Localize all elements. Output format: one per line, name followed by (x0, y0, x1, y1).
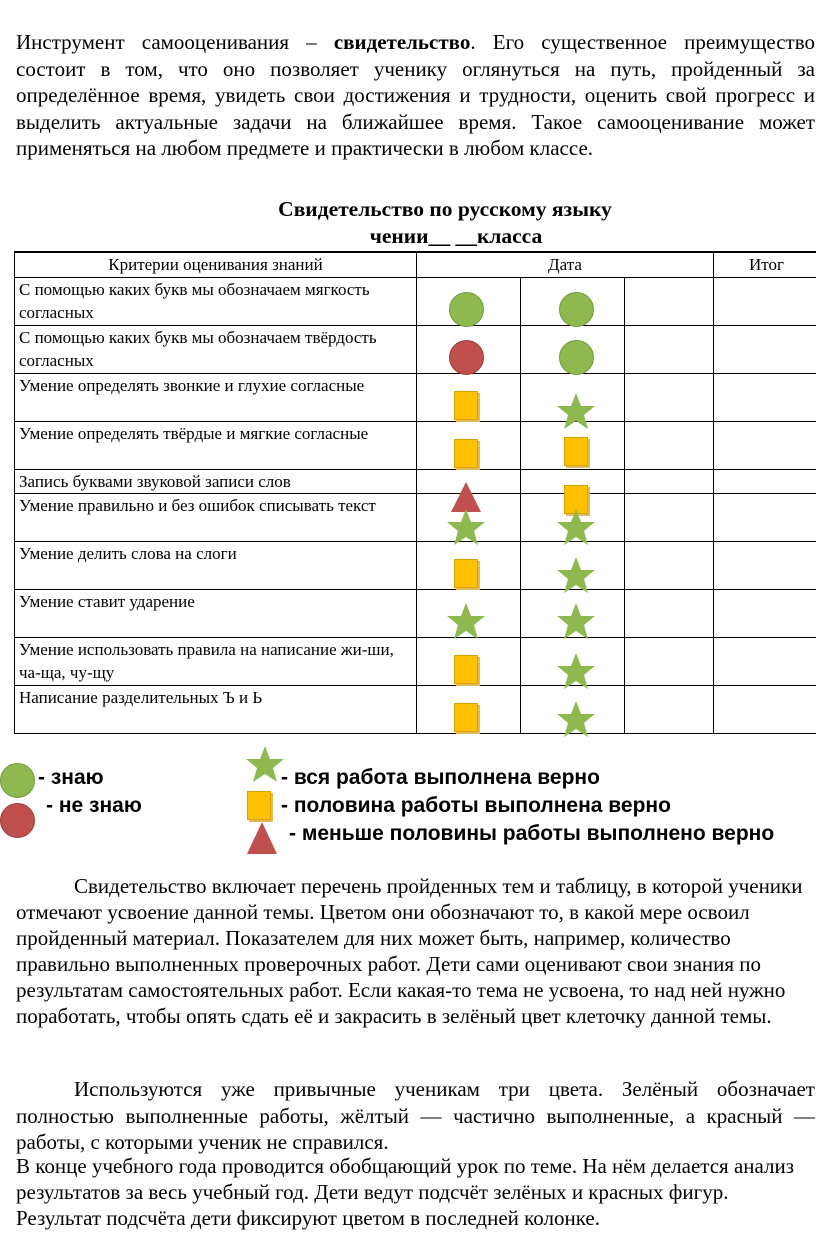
header-total: Итог (714, 253, 816, 278)
intro-prefix: Инструмент самооценивания – (16, 30, 334, 54)
legend-square-icon (247, 791, 271, 820)
header-criteria: Критерии оценивания знаний (15, 253, 417, 278)
total-cell[interactable] (714, 494, 816, 542)
legend-green-circle (0, 763, 35, 798)
date-cell[interactable] (625, 422, 714, 470)
star-icon (557, 603, 595, 639)
total-cell[interactable] (714, 542, 816, 590)
criterion-cell: Умение определять твёрдые и мягкие согласные (15, 422, 417, 470)
criterion-cell: С помощью каких букв мы обозначаем твёрдость согласных (15, 326, 417, 374)
yellow-square-icon (454, 655, 478, 684)
red-circle-icon (449, 340, 484, 375)
table-row (15, 494, 816, 542)
total-cell[interactable] (714, 374, 816, 422)
legend-know: - знаю (38, 766, 104, 789)
date-cell[interactable] (625, 494, 714, 542)
body-paragraph-1: Свидетельство включает перечень пройденных тем и таблицу, в которой ученики отмечают усвоение данной темы. Цветом они обозначают то, в какой мере освоил пройденный материал. Показателем для них может быть, например, количество правильно выполненных проверочных работ. Дети сами оценивают свои знания по результатам самостоятельных работ. Если какая-то тема не усвоена, то над ней нужно поработать, чтобы опять сдать её и закрасить в зелёный цвет клеточку данной темы. (16, 874, 803, 1028)
table-header-row (15, 253, 816, 278)
table-row (15, 686, 816, 734)
green-circle-icon (559, 340, 594, 375)
table-row (15, 590, 816, 638)
date-cell[interactable] (625, 638, 714, 686)
star-icon (447, 603, 485, 639)
date-cell[interactable] (625, 278, 714, 326)
legend-all-correct: - вся работа выполнена верно (281, 766, 600, 789)
star-icon (557, 557, 595, 593)
yellow-square-icon (454, 391, 478, 420)
intro-paragraph (16, 29, 815, 162)
criteria-table (14, 252, 816, 734)
total-cell[interactable] (714, 470, 816, 494)
intro-bold-term: свидетельство (333, 30, 471, 54)
legend-dont-know: - не знаю (46, 794, 142, 817)
criterion-cell: Умение определять звонкие и глухие согласные (15, 374, 417, 422)
criterion-cell: С помощью каких букв мы обозначаем мягкость согласных (15, 278, 417, 326)
total-cell[interactable] (714, 326, 816, 374)
table-row (15, 326, 816, 374)
table-row (15, 470, 816, 494)
date-cell[interactable] (625, 542, 714, 590)
criterion-cell: Умение ставит ударение (15, 590, 417, 638)
legend-triangle-icon (247, 822, 277, 854)
intro-suffix: . Его существенное преимущество состоит в том, что оно позволяет ученику оглянуться на путь, пройденный за определённое время, увидеть свои достижения и трудности, оценить свой прогресс и выделить актуальные задачи на ближайшее время. Такое самооценивание может применяться на любом предмете и практически в любом классе. (16, 30, 815, 160)
criterion-cell: Умение делить слова на слоги (15, 542, 417, 590)
table-row (15, 374, 816, 422)
date-cell[interactable] (625, 590, 714, 638)
date-cell[interactable] (625, 470, 714, 494)
body-paragraph-2: Используются уже привычные ученикам три цвета. Зелёный обозначает полностью выполненные работы, жёлтый — частично выполненные, а красный — работы, с которыми ученик не справился. (16, 1077, 815, 1154)
star-icon (557, 701, 595, 737)
total-cell[interactable] (714, 590, 816, 638)
header-date: Дата (417, 253, 714, 278)
body-paragraph-3: В конце учебного года проводится обобщающий урок по теме. На нём делается анализ результатов за весь учебный год. Дети ведут подсчёт зелёных и красных фигур. Результат подсчёта дети фиксируют цветом в последней колонке. (16, 1154, 795, 1230)
criterion-cell: Умение использовать правила на написание жи-ши, ча-ща, чу-щу (15, 638, 417, 686)
date-cell[interactable] (625, 686, 714, 734)
date-cell[interactable] (625, 326, 714, 374)
legend-less-half: - меньше половины работы выполнено верно (289, 822, 775, 845)
table-row (15, 542, 816, 590)
total-cell[interactable] (714, 422, 816, 470)
criterion-cell: Умение правильно и без ошибок списывать текст (15, 494, 417, 542)
certificate-title: Свидетельство по русскому языку (278, 197, 612, 221)
star-icon (557, 509, 595, 545)
total-cell[interactable] (714, 686, 816, 734)
yellow-square-icon (454, 703, 478, 732)
total-cell[interactable] (714, 278, 816, 326)
table-row (15, 422, 816, 470)
green-circle-icon (449, 292, 484, 327)
criterion-cell: Написание разделительных Ъ и Ь (15, 686, 417, 734)
date-cell[interactable] (625, 374, 714, 422)
star-icon (557, 393, 595, 429)
triangle-icon (451, 482, 481, 512)
legend-star-icon (246, 746, 284, 782)
yellow-square-icon (564, 437, 588, 466)
star-icon (447, 509, 485, 545)
legend-half-correct: - половина работы выполнена верно (281, 794, 671, 817)
criterion-cell: Запись буквами звуковой записи слов (15, 470, 417, 494)
green-circle-icon (559, 292, 594, 327)
table-row (15, 638, 816, 686)
certificate-subtitle: чении__ __класса (369, 224, 543, 248)
yellow-square-icon (454, 439, 478, 468)
table-row (15, 278, 816, 326)
star-icon (557, 653, 595, 689)
total-cell[interactable] (714, 638, 816, 686)
yellow-square-icon (454, 559, 478, 588)
legend-red-circle (0, 803, 35, 838)
